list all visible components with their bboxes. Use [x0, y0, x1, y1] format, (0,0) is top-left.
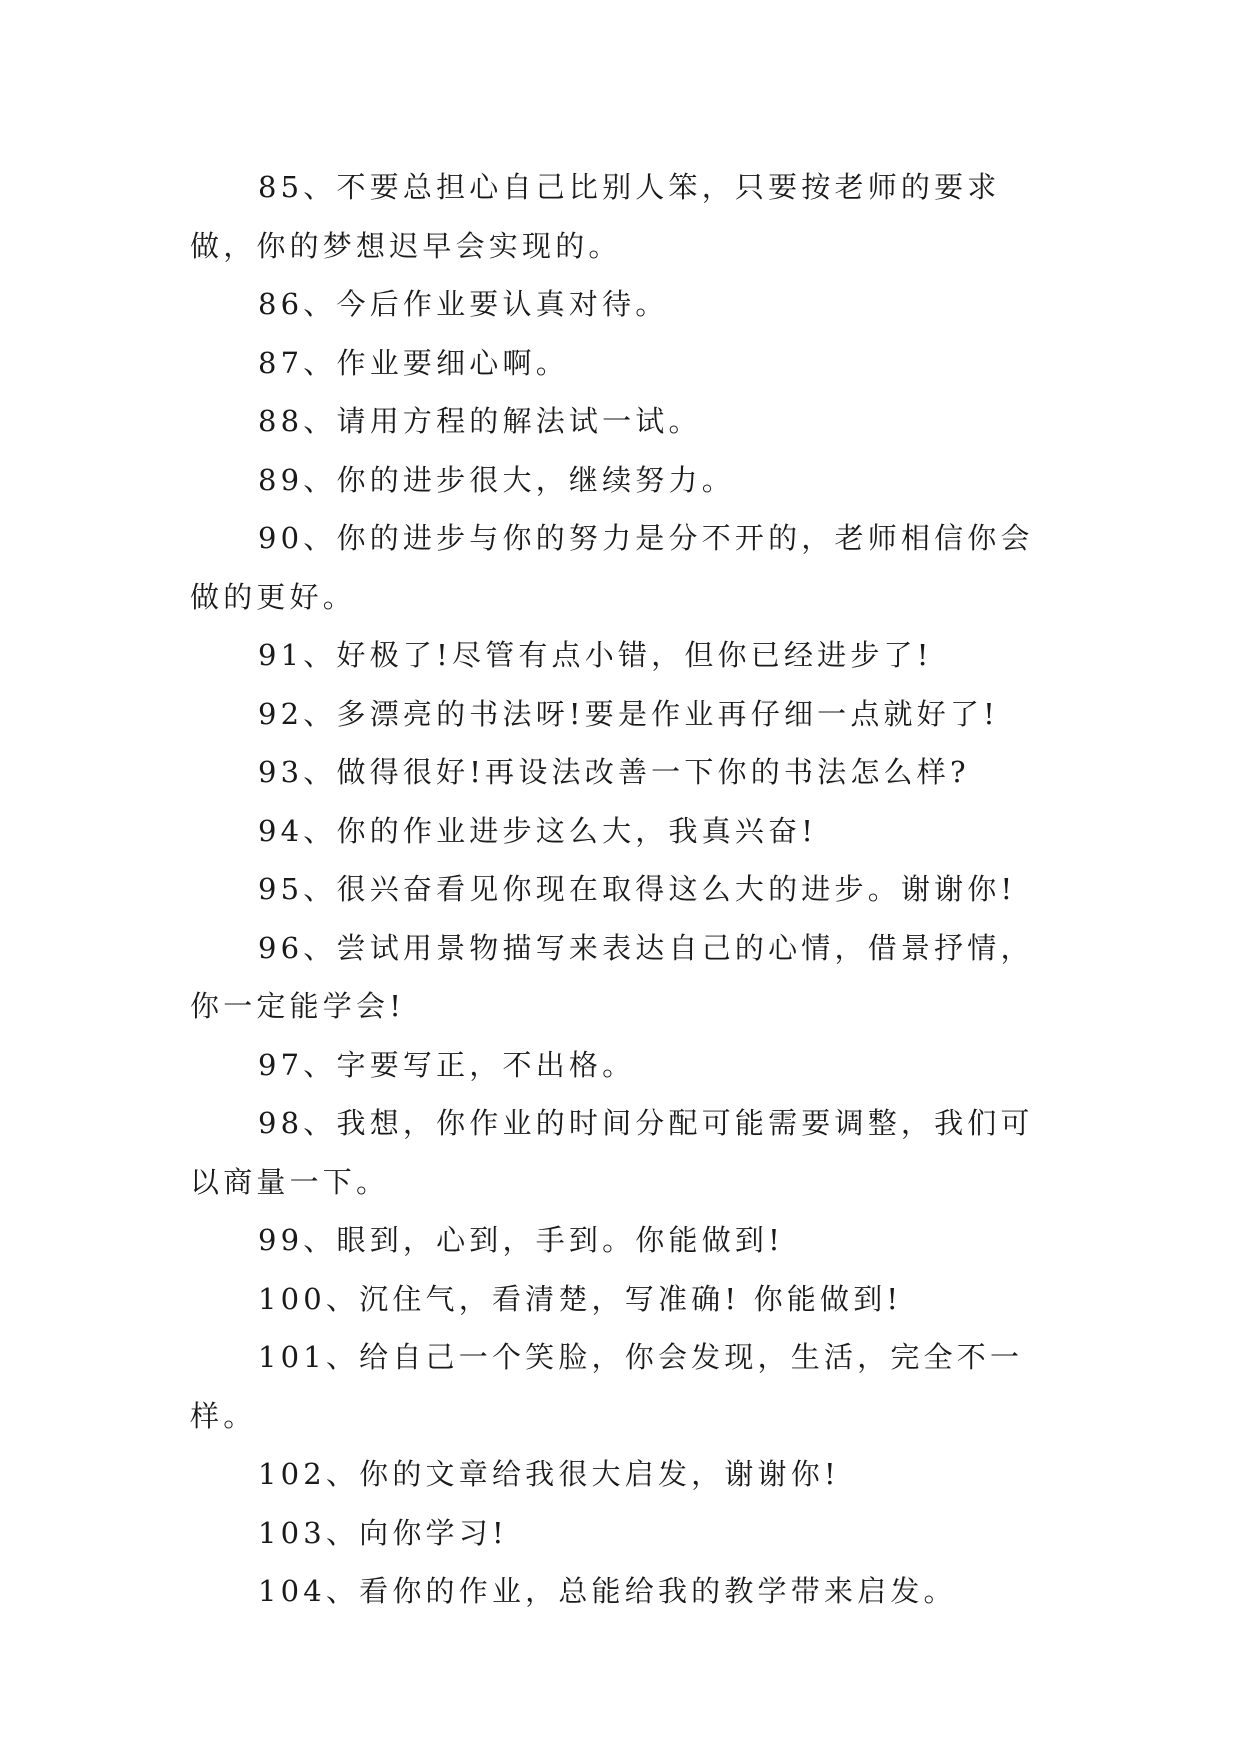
paragraph-94: 94、你的作业进步这么大，我真兴奋!: [258, 813, 818, 848]
paragraph-86: 86、今后作业要认真对待。: [258, 287, 669, 321]
paragraph-100: 100、沉住气，看清楚，写准确! 你能做到!: [258, 1281, 903, 1316]
paragraph-101: 101、给自己一个笑脸，你会发现，生活，完全不一样。: [190, 1340, 1024, 1433]
paragraph-87: 87、作业要细心啊。: [258, 345, 569, 380]
paragraph-88: 88、请用方程的解法试一试。: [258, 404, 702, 438]
paragraph-99: 99、眼到，心到，手到。你能做到!: [258, 1223, 784, 1257]
paragraph-96: 96、尝试用景物描写来表达自己的心情，借景抒情，你一定能学会!: [190, 930, 1034, 1023]
paragraph-98: 98、我想，你作业的时间分配可能需要调整，我们可以商量一下。: [190, 1106, 1034, 1199]
paragraph-103: 103、向你学习!: [258, 1515, 508, 1550]
paragraph-90: 90、你的进步与你的努力是分不开的，老师相信你会做的更好。: [190, 521, 1034, 614]
paragraph-89: 89、你的进步很大，继续努力。: [258, 462, 735, 497]
paragraph-92: 92、多漂亮的书法呀!要是作业再仔细一点就好了!: [258, 696, 1000, 731]
paragraph-91: 91、好极了!尽管有点小错，但你已经进步了!: [258, 638, 933, 672]
paragraph-97: 97、字要写正，不出格。: [258, 1047, 636, 1082]
paragraph-102: 102、你的文章给我很大启发，谢谢你!: [258, 1457, 840, 1491]
paragraph-93: 93、做得很好!再设法改善一下你的书法怎么样?: [258, 755, 970, 789]
paragraph-104: 104、看你的作业，总能给我的教学带来启发。: [258, 1574, 957, 1608]
paragraph-85: 85、不要总担心自己比别人笨，只要按老师的要求做，你的梦想迟早会实现的。: [190, 170, 1001, 263]
document-body: [190, 158, 1060, 1621]
paragraph-95: 95、很兴奋看见你现在取得这么大的进步。谢谢你!: [258, 872, 1017, 906]
